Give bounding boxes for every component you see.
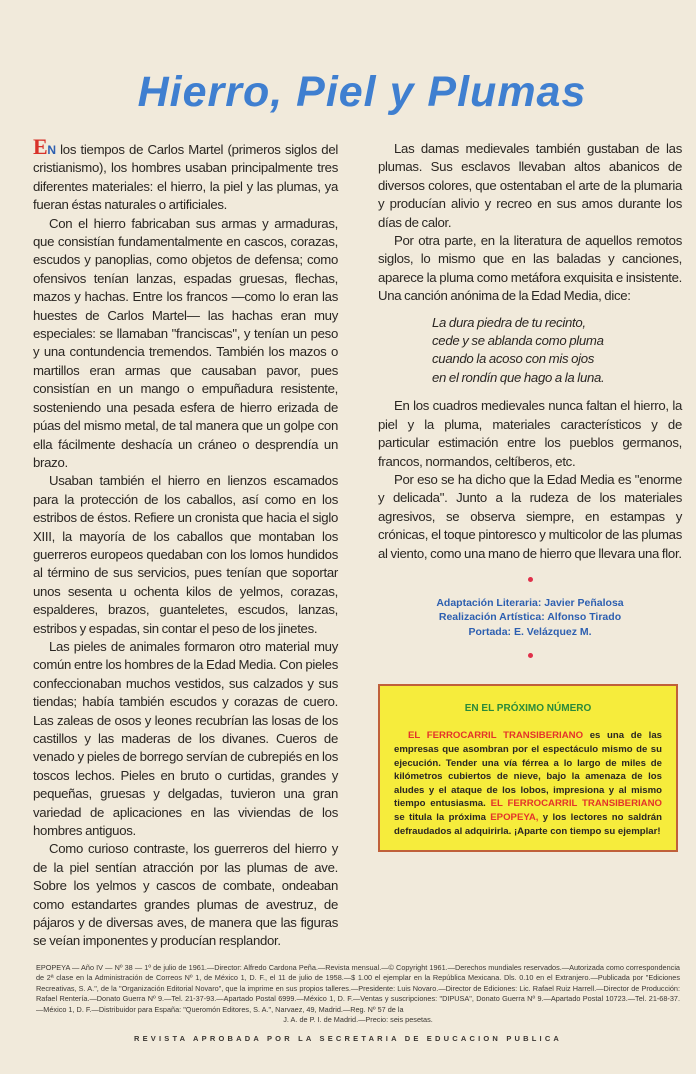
credits [378,596,682,640]
paragraph: Las damas medievales también gustaban de las plumas. Sus esclavos llevaban altos abanicos de diversos colores, que ostentaban el arte de la plumaria y producían alivio y recreo en sus amos durante los días de calor. [378,141,682,230]
text: se titula la próxima [394,812,491,823]
drop-initial: E [33,134,48,159]
next-issue-box [378,684,678,852]
highlight-title: EL FERROCARRIL TRANSIBERIANO [490,798,662,810]
highlight-title: EL FERROCARRIL TRANSIBERIANO [408,730,584,742]
text: es una de las empresas que asombran por el espectáculo mismo de su ejecución. Tender una vía férrea a lo largo de miles de kilómetros cubiertos de nieve, bajo la amenaza de los aludes y el ataque de los lobos, impresiona y al mismo tiempo entusiasma. [394,730,662,810]
paragraph-text: los tiempos de Carlos Martel (primeros siglos del cristianismo), los hombres usaban principalmente tres diferentes materiales: el hierro, la piel y las plumas, ya fueran éstas naturales o artificiales. [33,142,338,213]
paragraph: En los cuadros medievales nunca faltan el hierro, la piel y la pluma, materiales característicos y de particular estimación entre los pueblos germanos, francos, normandos, celtíberos, etc. [378,398,682,469]
imprint [36,963,680,1025]
next-issue-text [394,729,662,838]
paragraph [33,134,338,215]
poem-line: en el rondín que hago a la luna. [432,369,605,385]
right-column [378,140,682,852]
paragraph: Con el hierro fabricaban sus armas y armaduras, que consistían fundamentalmente en cascos, corazas, escudos y panoplias, como objetos de defensa; como ofensivos tenían lanzas, espadas gruesas, flechas, mazos y hachas. Entre los francos —como lo eran las huestes de Carlos Martel— las hachas eran muy especiales: se llamaban "franciscas", y tenían un peso y una contundencia tremendos. También los mazos o martillos eran armas que causaban pavor, pues consistían en un mango o empuñadura resistente, sosteniendo una pesada esfera de hierro erizada de púas del mismo metal, de tal manera que un golpe con ella fácilmente deshacía un cráneo o desprendía un brazo. [33,215,338,470]
imprint-end: J. A. de P. I. de Madrid.—Precio: seis pesetas. [283,1014,433,1024]
imprint-text: EPOPEYA — Año IV — Nº 38 — 1º de julio de 1961.—Director: Alfredo Cardona Peña.—Revista mensual.—© Copyright 1961.—Derechos mundiales reservados.—Autorizada como correspondencia de 2ª clase en la Administración de Correos Nº 1, de México 1, D. F., el 11 de julio de 1958.—$ 1.00 el ejemplar en la República Mexicana. Dls. 0.10 en el Extranjero.—Publicada por "Ediciones Recreativas, S. A.", de la "Organización Editorial Novaro", que la imprime en sus propios talleres.—Presidente: Luis Novaro.—Director de Ediciones: Lic. Rafael Ruiz Harrell.—Director de Producción: Rafael Rentería.—Donato Guerra Nº 9.—Tel. 21-37-93.—Apartado Postal 6999.—México 1, D. F.—Ventas y suscripciones: "DIPUSA", Donato Guerra Nº 9.—Apartado Postal 10723.—Tel. 21-68-37.—México 1, D. F.—Distribuidor para España: "Queromón Editores, S. A.", Narvaez, 49, Madrid.—Reg. Nº 57 de la [36,962,680,1014]
paragraph: Por otra parte, en la literatura de aquellos remotos siglos, lo mismo que en las baladas y canciones, aparece la pluma como metáfora exquisita e insistente. Una canción anónima de la Edad Media, dice: [378,233,682,304]
text: y los lectores no saldrán defraudados al adquirirla. ¡Aparte con tiempo su ejemplar! [394,812,662,837]
paragraph: Usaban también el hierro en lienzos escamados para la protección de los caballos, así como en los estribos de éstos. Refiere un cronista que hacia el siglo XIII, la mayoría de los caballos que montaban los guerreros europeos quedaban con los lomos hundidos al término de sus servicios, pues tenían que soportar unos sesenta u ochenta kilos de yelmos, corazas, espalderes, brazos, guanteletes, escudos, lanzas, estribos y espadas, sin contar el peso de los jinetes. [33,473,338,636]
poem-line: cuando la acoso con mis ojos [432,351,595,367]
paragraph: Por eso se ha dicho que la Edad Media es "enorme y delicada". Junto a la rudeza de los materiales agresivos, se observa siempre, en estampas y crónicas, el toque pintoresco y multicolor de las plumas al viento, como una mano de hierro que llevara una flor. [378,471,682,561]
next-issue-heading: EN EL PRÓXIMO NÚMERO [464,703,592,715]
credit-line: Adaptación Literaria: Javier Peñalosa [436,596,624,609]
article-title: Hierro, Piel y Plumas [137,68,587,116]
highlight-title: EPOPEYA, [490,812,539,823]
approval-notice: REVISTA APROBADA POR LA SECRETARIA DE EDUCACION PUBLICA [133,1034,563,1044]
left-column [33,134,338,951]
decorative-dot [528,577,533,582]
poem-line: La dura piedra de tu recinto, [432,314,586,330]
credit-line: Portada: E. Velázquez M. [468,625,592,638]
poem-line: cede y se ablanda como pluma [432,333,604,349]
poem [432,314,682,388]
drop-initial-rest: N [47,143,56,157]
decorative-dot [528,653,533,658]
credit-line: Realización Artística: Alfonso Tirado [438,611,622,624]
paragraph: Las pieles de animales formaron otro material muy común entre los hombres de la Edad Media. Con pieles confeccionaban muchos vestidos, sus calzados y sus tiendas; había también escudos y corazas de cuero. Las zaleas de osos y leones recubrían las losas de los castillos y las maderas de los divanes. Cueros de venado y pieles de borrego servían de cubrepiés en los toscos lechos. Pieles en bruto o curtidas, grandes y pequeñas, gruesas y delgadas, tuvieron una gran variedad de aplicaciones en las viviendas de los hombres antiguos. [33,638,338,839]
paragraph: Como curioso contraste, los guerreros del hierro y de la piel sentían atracción por las plumas de ave. Sobre los yelmos y cascos de combate, ondeaban como estandartes grandes plumas de avestruz, de pájaros y de diversas aves, de manera que las figuras se veían imponentes y producían resplandor. [33,841,338,949]
article-columns [33,134,682,951]
